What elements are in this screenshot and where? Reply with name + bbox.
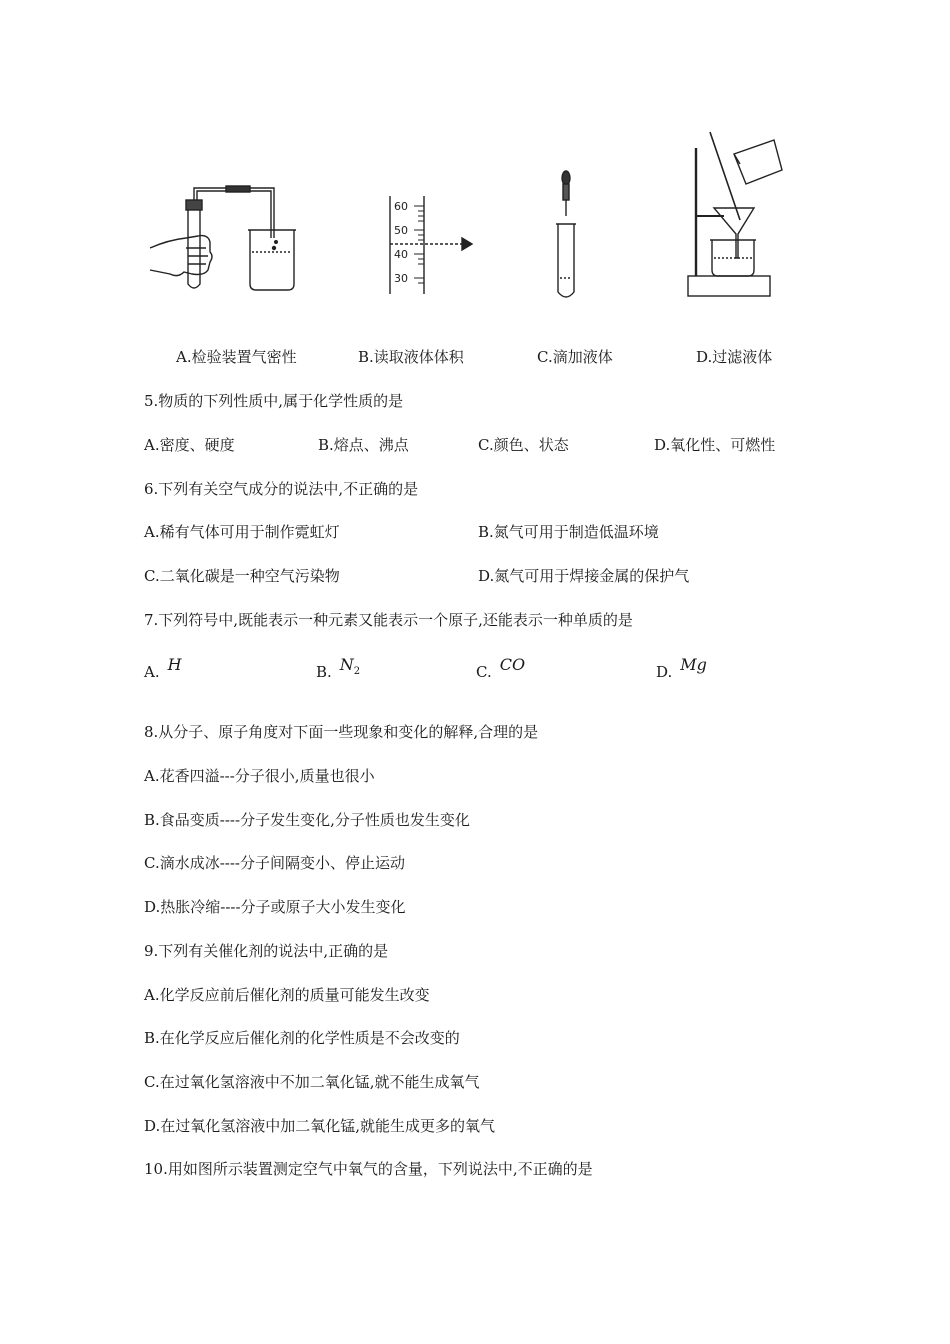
q8-option-b: B.食品变质----分子发生变化,分子性质也发生变化 <box>144 811 470 829</box>
caption-a: A.检验装置气密性 <box>176 348 297 366</box>
q6-option-c: C.二氧化碳是一种空气污染物 <box>144 567 340 585</box>
q9-option-c: C.在过氧化氢溶液中不加二氧化锰,就不能生成氧气 <box>144 1073 480 1091</box>
symbol-letter: N <box>339 655 354 674</box>
q8-stem: 8.从分子、原子角度对下面一些现象和变化的解释,合理的是 <box>144 723 539 741</box>
caption-d: D.过滤液体 <box>696 348 773 366</box>
q6-option-d: D.氮气可用于焊接金属的保护气 <box>478 567 690 585</box>
chemical-symbol: H <box>167 655 182 674</box>
figure-filtration <box>684 128 804 304</box>
caption-b: B.读取液体体积 <box>358 348 464 366</box>
option-label: B. <box>316 663 332 681</box>
q7-option-a <box>144 655 182 681</box>
figure-dropper <box>548 168 588 302</box>
figure-read-volume <box>384 192 484 298</box>
chemical-symbol: Mg <box>680 655 707 674</box>
q6-option-b: B.氮气可用于制造低温环境 <box>478 523 659 541</box>
q9-option-a: A.化学反应前后催化剂的质量可能发生改变 <box>144 986 430 1004</box>
q6-option-a: A.稀有气体可用于制作霓虹灯 <box>144 523 340 541</box>
q8-option-c: C.滴水成冰----分子间隔变小、停止运动 <box>144 854 405 872</box>
q8-option-a: A.花香四溢---分子很小,质量也很小 <box>144 767 375 785</box>
q9-option-b: B.在化学反应后催化剂的化学性质是不会改变的 <box>144 1029 460 1047</box>
symbol-subscript: 2 <box>353 666 361 677</box>
tick-label: 30 <box>394 272 408 285</box>
chemical-symbol <box>339 655 361 677</box>
q9-option-d: D.在过氧化氢溶液中加二氧化锰,就能生成更多的氧气 <box>144 1117 496 1135</box>
tick-label: 50 <box>394 224 408 237</box>
q5-option-d: D.氧化性、可燃性 <box>654 436 776 454</box>
q9-stem: 9.下列有关催化剂的说法中,正确的是 <box>144 942 389 960</box>
q7-option-d <box>656 655 707 681</box>
q7-option-c <box>476 655 526 681</box>
option-label: A. <box>144 663 160 681</box>
chemical-symbol: CO <box>499 655 526 674</box>
q5-option-c: C.颜色、状态 <box>478 436 569 454</box>
tick-label: 40 <box>394 248 408 261</box>
q6-stem: 6.下列有关空气成分的说法中,不正确的是 <box>144 480 419 498</box>
q7-option-b <box>316 655 361 681</box>
option-label: D. <box>656 663 673 681</box>
q5-option-b: B.熔点、沸点 <box>318 436 409 454</box>
q10-stem: 10.用如图所示装置测定空气中氧气的含量，下列说法中,不正确的是 <box>144 1160 593 1178</box>
q5-stem: 5.物质的下列性质中,属于化学性质的是 <box>144 392 404 410</box>
figure-airtightness-check <box>148 178 308 298</box>
tick-label: 60 <box>394 200 408 213</box>
option-label: C. <box>476 663 492 681</box>
q5-option-a: A.密度、硬度 <box>144 436 235 454</box>
q8-option-d: D.热胀冷缩----分子或原子大小发生变化 <box>144 898 406 916</box>
q7-stem: 7.下列符号中,既能表示一种元素又能表示一个原子,还能表示一种单质的是 <box>144 611 633 629</box>
caption-c: C.滴加液体 <box>537 348 613 366</box>
